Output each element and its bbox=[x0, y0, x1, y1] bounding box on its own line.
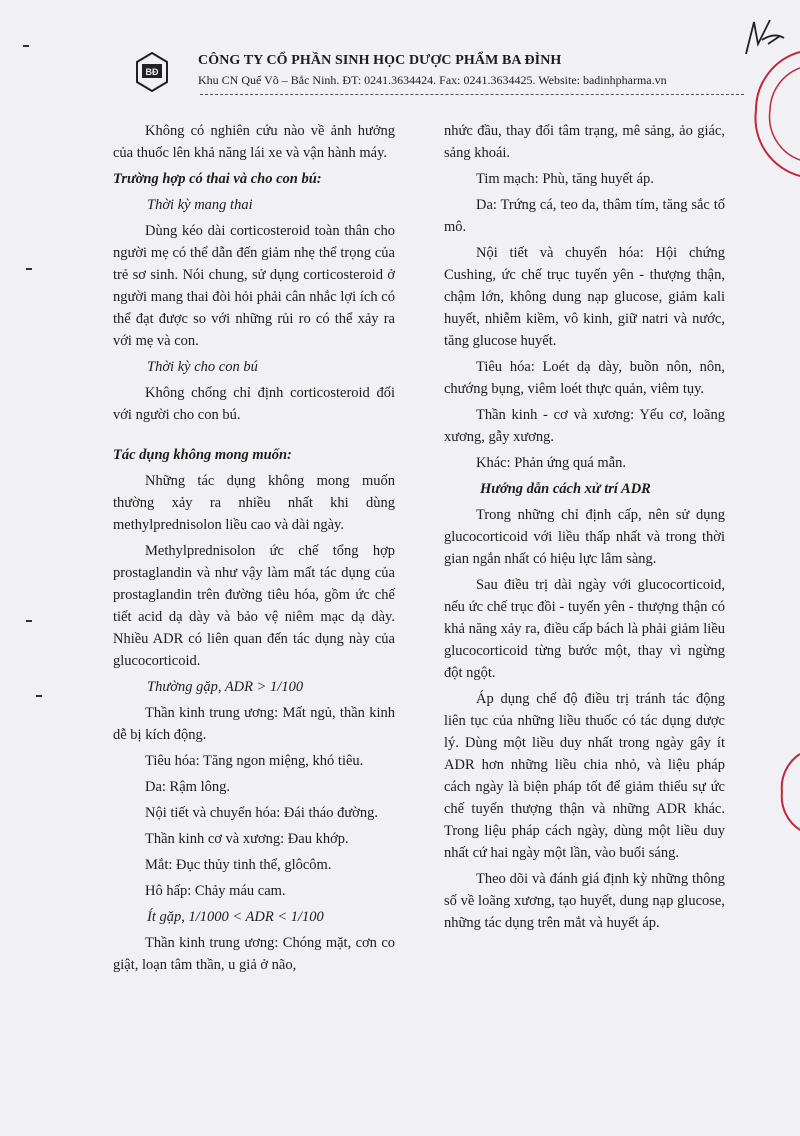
scan-mark bbox=[26, 268, 32, 270]
item-musculoskeletal: Thần kinh - cơ và xương: Yếu cơ, loãng xương, gẫy xương. bbox=[444, 407, 725, 445]
item-endocrine: Nội tiết và chuyển hóa: Hội chứng Cushing, ức chế trục tuyến yên - thượng thận, chậm lớn, không dung nạp glucose, giảm kali huyết, nhiễm kiềm, vô kinh, giữ natri và nước, tăng glucose huyết. bbox=[444, 245, 725, 349]
document-header bbox=[136, 48, 746, 100]
paragraph-guide-1: Trong những chỉ định cấp, nên sử dụng glucocorticoid với liều thấp nhất và trong thời gian ngắn nhất có hiệu lực lâm sàng. bbox=[444, 507, 725, 567]
svg-text:BĐ: BĐ bbox=[145, 67, 159, 77]
header-divider bbox=[200, 94, 744, 95]
right-column bbox=[444, 120, 725, 934]
subheading-pregnancy: Thời kỳ mang thai bbox=[147, 197, 253, 213]
paragraph-driving: Không có nghiên cứu nào về ảnh hưởng của thuốc lên khả năng lái xe và vận hành máy. bbox=[113, 123, 395, 161]
company-stamp bbox=[752, 50, 800, 180]
heading-adverse-effects: Tác dụng không mong muốn: bbox=[113, 447, 292, 463]
item-common-musculoskeletal: Thần kinh cơ và xương: Đau khớp. bbox=[145, 831, 349, 847]
stamp-fragment bbox=[778, 752, 800, 832]
item-common-respiratory: Hô hấp: Chảy máu cam. bbox=[145, 883, 286, 899]
item-other: Khác: Phản ứng quá mẫn. bbox=[476, 455, 627, 471]
paragraph-guide-3: Áp dụng chế độ điều trị tránh tác động liên tục của những liều thuốc có tác dụng dược lý. Dùng một liều duy nhất trong ngày gây ít ADR hơn những liều chia nhỏ, và liệu pháp cách ngày là biện pháp tốt để giảm thiểu sự ức chế tuyến thượng thận và những ADR khác. Trong liệu pháp cách ngày, dùng một liều duy nhất cứ hai ngày một lần, vào buổi sáng. bbox=[444, 691, 725, 861]
subheading-common: Thường gặp, ADR > 1/100 bbox=[147, 679, 304, 695]
company-logo bbox=[136, 52, 168, 92]
heading-adr-management: Hướng dẫn cách xử trí ADR bbox=[480, 481, 651, 497]
item-gastrointestinal: Tiêu hóa: Loét dạ dày, buồn nôn, nôn, chướng bụng, viêm loét thực quản, viêm tụy. bbox=[444, 359, 725, 397]
scan-mark bbox=[26, 620, 32, 622]
subheading-uncommon: Ít gặp, 1/1000 < ADR < 1/100 bbox=[147, 909, 324, 925]
item-common-gi: Tiêu hóa: Tăng ngon miệng, khó tiêu. bbox=[145, 753, 364, 769]
paragraph-pregnancy: Dùng kéo dài corticosteroid toàn thân cho người mẹ có thể dẫn đến giảm nhẹ thể trọng của trẻ sơ sinh. Nói chung, sử dụng corticosteroid ở người mang thai đòi hỏi phải cân nhắc lợi ích có thể đạt được so với những rủi ro có thể xảy ra với mẹ và con. bbox=[113, 223, 395, 349]
scan-mark bbox=[36, 695, 42, 697]
item-common-cns: Thần kinh trung ương: Mất ngủ, thần kinh dễ bị kích động. bbox=[113, 705, 395, 743]
item-common-endocrine: Nội tiết và chuyển hóa: Đái tháo đường. bbox=[145, 805, 378, 821]
paragraph-adverse-1: Những tác dụng không mong muốn thường xảy ra nhiều nhất khi dùng methylprednisolon liều cao và dài ngày. bbox=[113, 473, 395, 533]
paragraph-lactation: Không chống chỉ định corticosteroid đối với người cho con bú. bbox=[113, 385, 395, 423]
scan-mark bbox=[23, 45, 29, 47]
company-address: Khu CN Quế Võ – Bắc Ninh. ĐT: 0241.3634424. Fax: 0241.3634425. Website: badinhpharma.vn bbox=[198, 73, 667, 87]
heading-pregnancy-lactation: Trường hợp có thai và cho con bú: bbox=[113, 171, 322, 187]
left-column bbox=[113, 120, 395, 976]
item-common-eye: Mắt: Đục thủy tinh thể, glôcôm. bbox=[145, 857, 332, 873]
paragraph-continuation: nhức đầu, thay đổi tâm trạng, mê sảng, ảo giác, sảng khoái. bbox=[444, 123, 725, 161]
paragraph-guide-4: Theo dõi và đánh giá định kỳ những thông số về loãng xương, tạo huyết, dung nạp glucose, những tác dụng trên mắt và huyết áp. bbox=[444, 871, 725, 931]
item-common-skin: Da: Rậm lông. bbox=[145, 779, 230, 795]
paragraph-guide-2: Sau điều trị dài ngày với glucocorticoid, nếu ức chế trục đồi - tuyến yên - thượng thận có khả năng xảy ra, điều cấp bách là phải giảm liều glucocorticoid từng bước một, thay vì ngừng đột ngột. bbox=[444, 577, 725, 681]
company-name: CÔNG TY CỔ PHẦN SINH HỌC DƯỢC PHẨM BA ĐÌNH bbox=[198, 53, 562, 68]
item-skin: Da: Trứng cá, teo da, thâm tím, tăng sắc tố mô. bbox=[444, 197, 725, 235]
paragraph-adverse-2: Methylprednisolon ức chế tổng hợp prostaglandin và như vậy làm mất tác dụng của prostaglandin trên đường tiêu hóa, gồm ức chế tiết acid dạ dày và bảo vệ niêm mạc dạ dày. Nhiều ADR có liên quan đến tác dụng này của glucocorticoid. bbox=[113, 543, 395, 669]
item-cardiovascular: Tim mạch: Phù, tăng huyết áp. bbox=[476, 171, 654, 187]
subheading-lactation: Thời kỳ cho con bú bbox=[147, 359, 258, 375]
item-uncommon-cns: Thần kinh trung ương: Chóng mặt, cơn co giật, loạn tâm thần, u giả ở não, bbox=[113, 935, 395, 973]
